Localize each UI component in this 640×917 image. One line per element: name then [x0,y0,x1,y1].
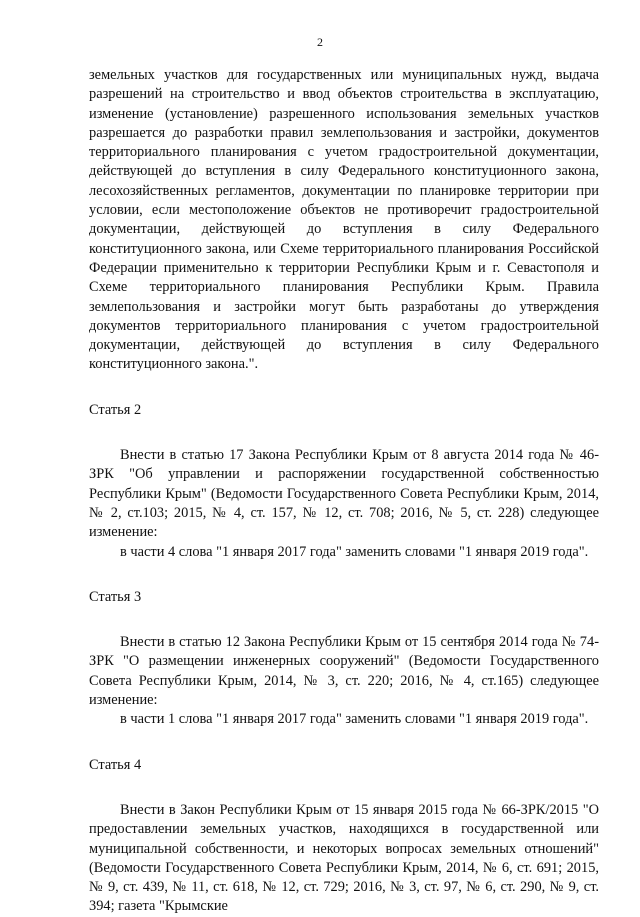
document-body [89,66,599,917]
article-4-heading: Статья 4 [89,756,142,773]
page-number: 2 [317,35,323,49]
article-3-change: в части 1 слова "1 января 2017 года" заменить словами "1 января 2019 года". [120,711,589,728]
article-4-text: Внести в Закон Республики Крым от 15 января 2015 года № 66-ЗРК/2015 "О предоставлении земельных участков, находящихся в государственной или муниципальной собственности, и некоторых вопросах земельных отношений" (Ведомости Государственного Совета Республики Крым, 2014, № 6, ст. 691; 2015, № 9, ст. 439, № 11, ст. 618, № 12, ст. 729; 2016, № 3, ст. 97, № 6, ст. 290, № 9, ст. 394; газета "Крымские [89,801,599,915]
article-2-change: в части 4 слова "1 января 2017 года" заменить словами "1 января 2019 года". [120,543,589,560]
article-2-text: Внести в статью 17 Закона Республики Крым от 8 августа 2014 года № 46-ЗРК "Об управлении и распоряжении государственной собственностью Республики Крым" (Ведомости Государственного Совета Республики Крым, 2014, № 2, ст.103; 2015, № 4, ст. 157, № 12, ст. 708; 2016, № 5, ст. 228) следующее изменение: [89,447,599,541]
article-3-heading: Статья 3 [89,588,142,605]
article-2-heading: Статья 2 [89,401,142,418]
article-3-text: Внести в статью 12 Закона Республики Крым от 15 сентября 2014 года № 74-ЗРК "О размещении инженерных сооружений" (Ведомости Государственного Совета Республики Крым, 2014, № 3, ст. 220; 2016, № 4, ст.165) следующее изменение: [89,634,599,709]
paragraph-continuation: земельных участков для государственных или муниципальных нужд, выдача разрешений на строительство и ввод объектов строительства в эксплуатацию, изменение (установление) разрешенного использования земельных участков разрешается до разработки правил землепользования и застройки, документов территориального планирования с учетом градостроительной документации, действующей до вступления в силу Федерального конституционного закона, лесохозяйственных регламентов, документации по планировке территории при условии, если местоположение объектов не противоречит градостроительной документации, действующей до вступления в силу Федерального конституционного закона, или Схеме территориального планирования Российской Федерации применительно к территории Республики Крым и г. Севастополя и Схеме территориального планирования Республики Крым. Правила землепользования и застройки могут быть разработаны до утверждения документов территориального планирования с учетом градостроительной документации, действующей до вступления в силу Федерального конституционного закона.". [89,67,599,373]
